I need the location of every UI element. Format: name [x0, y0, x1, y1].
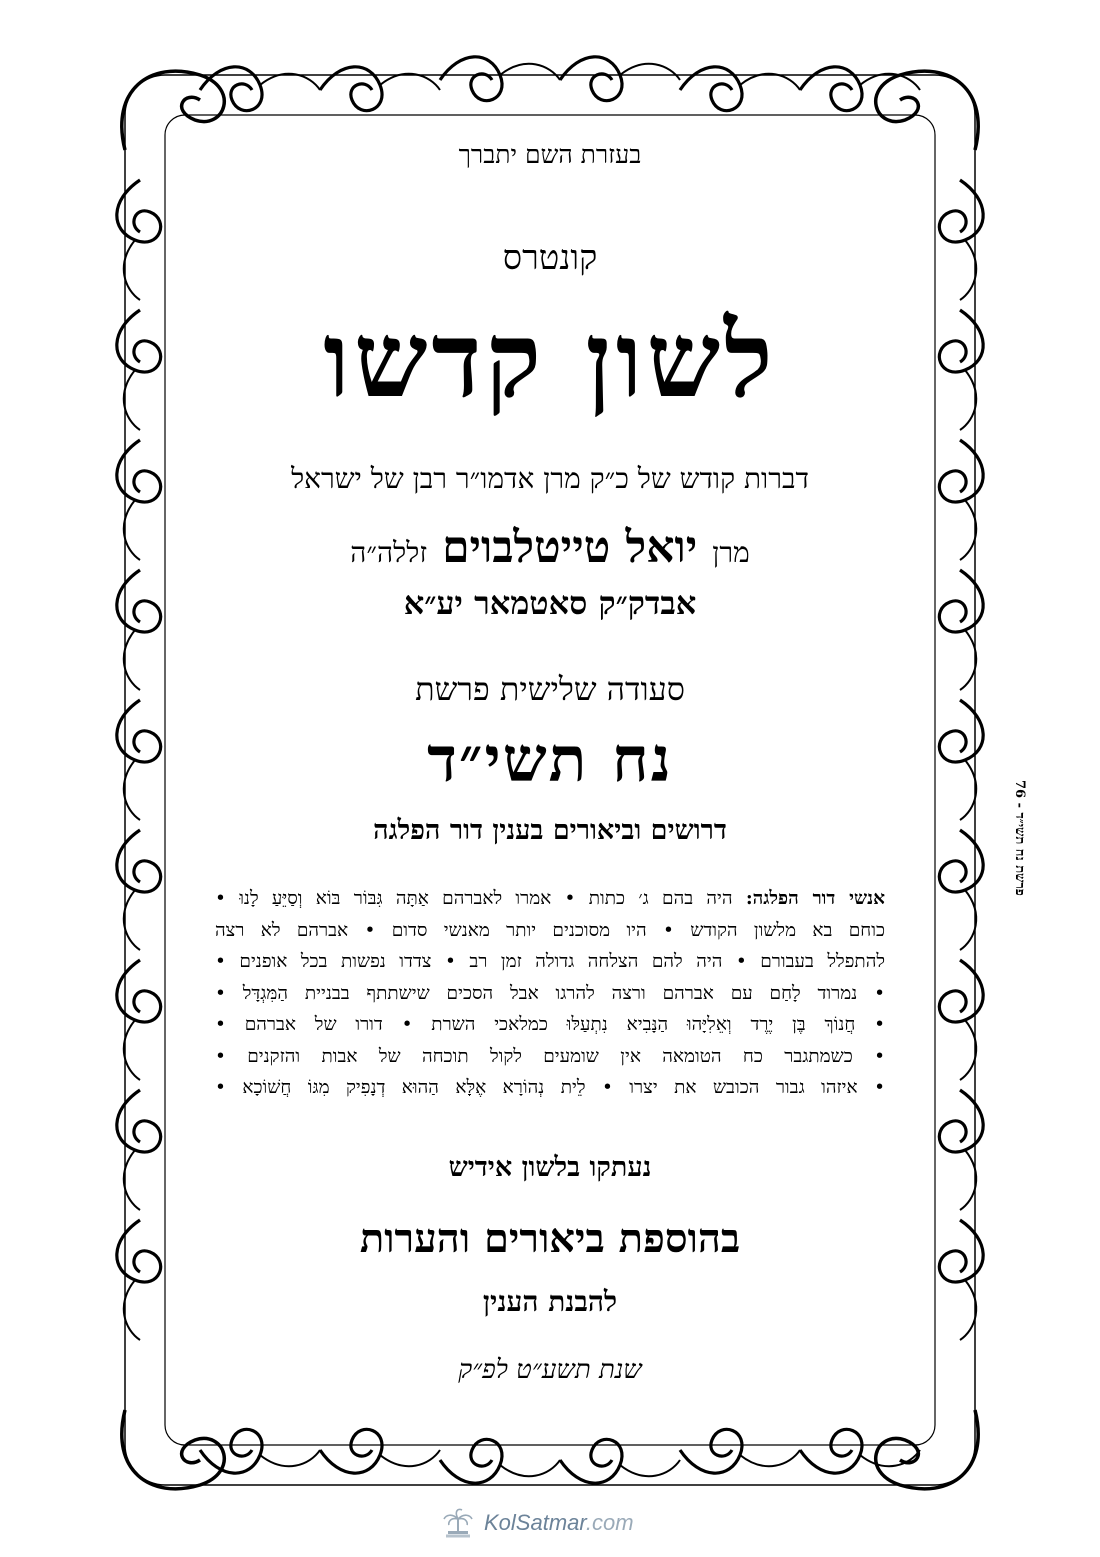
avdak-line: אבדק״ק סאטמאר יע״א: [403, 584, 697, 622]
topic-row: • חֲנוֹךְ בֶּן יֶרֶד וְאֵלִיָּהוּ הַנָּבִיא נִתְעַלּוּ כמלאכי השרת • דורו של אברהם •: [215, 1014, 885, 1035]
palm-tree-books-icon: [440, 1505, 476, 1541]
topics-summary: [215, 883, 885, 1104]
site-footer[interactable]: [440, 1503, 680, 1543]
parsha-title: נח תשי״ד: [427, 723, 673, 796]
additions-title: בהוספת ביאורים והערות: [359, 1215, 741, 1262]
divrei-kodesh-line: דברות קודש של כ״ק מרן אדמו״ר רבן של ישראל: [291, 462, 809, 495]
topic-row: כוחם בא מלשון הקודש • היו מסוכנים יותר מאנשי סדום • אברהם לא רצה: [215, 919, 885, 941]
blessing-line: בעזרת השם יתברך: [458, 140, 642, 169]
author-suffix: זללה״ה: [350, 536, 428, 569]
topic-row: • איזהו גבור הכובש את יצרו • לֵית נְהוֹרָא אֶלָּא הַהוּא דְנָפִיק מִגּוֹ חֲשׁוֹכָא •: [215, 1077, 885, 1098]
publication-year: שנת תשע״ט לפ״ק: [458, 1355, 642, 1385]
site-brand[interactable]: KolSatmar.com: [484, 1510, 634, 1535]
kuntres-label: קונטרס: [502, 238, 598, 278]
topic-row: • נמרוד לָחַם עם אברהם ורצה להרגו אבל הסכים שישתתף בבניית הַמִּגְדָּל •: [215, 982, 885, 1004]
understanding-subtitle: להבנת הענין: [482, 1285, 618, 1318]
side-page-reference: פרשת נח תשי״ד - 76: [1012, 780, 1027, 896]
topic-row: אנשי דור הפלגה: היה בהם ג׳ כתות • אמרו לאברהם אַתָּה גִּבּוֹר בּוֹא וְסַיֵּעַ לָנוּ •: [215, 888, 885, 909]
main-title: לשון קדשו: [323, 298, 777, 421]
author-name: יואל טייטלבוים: [442, 522, 698, 573]
seuda-line: סעודה שלישית פרשת: [415, 670, 685, 708]
topic-row: להתפלל בעבורם • היה להם הצלחה גדולה זמן רב • צדדו נפשות בכל אופנים •: [215, 951, 885, 972]
author-prefix: מרן: [712, 536, 750, 569]
translated-note: נעתקו בלשון אידיש: [448, 1152, 652, 1183]
author-line: [215, 522, 885, 573]
drushim-subtitle: דרושים וביאורים בענין דור הפלגה: [373, 815, 727, 846]
topic-lead: אנשי דור הפלגה:: [745, 888, 885, 909]
topic-row: • כשמתגבר כח הטומאה אין שומעים לקול תוכחה של אבות והזקנים •: [215, 1045, 885, 1067]
